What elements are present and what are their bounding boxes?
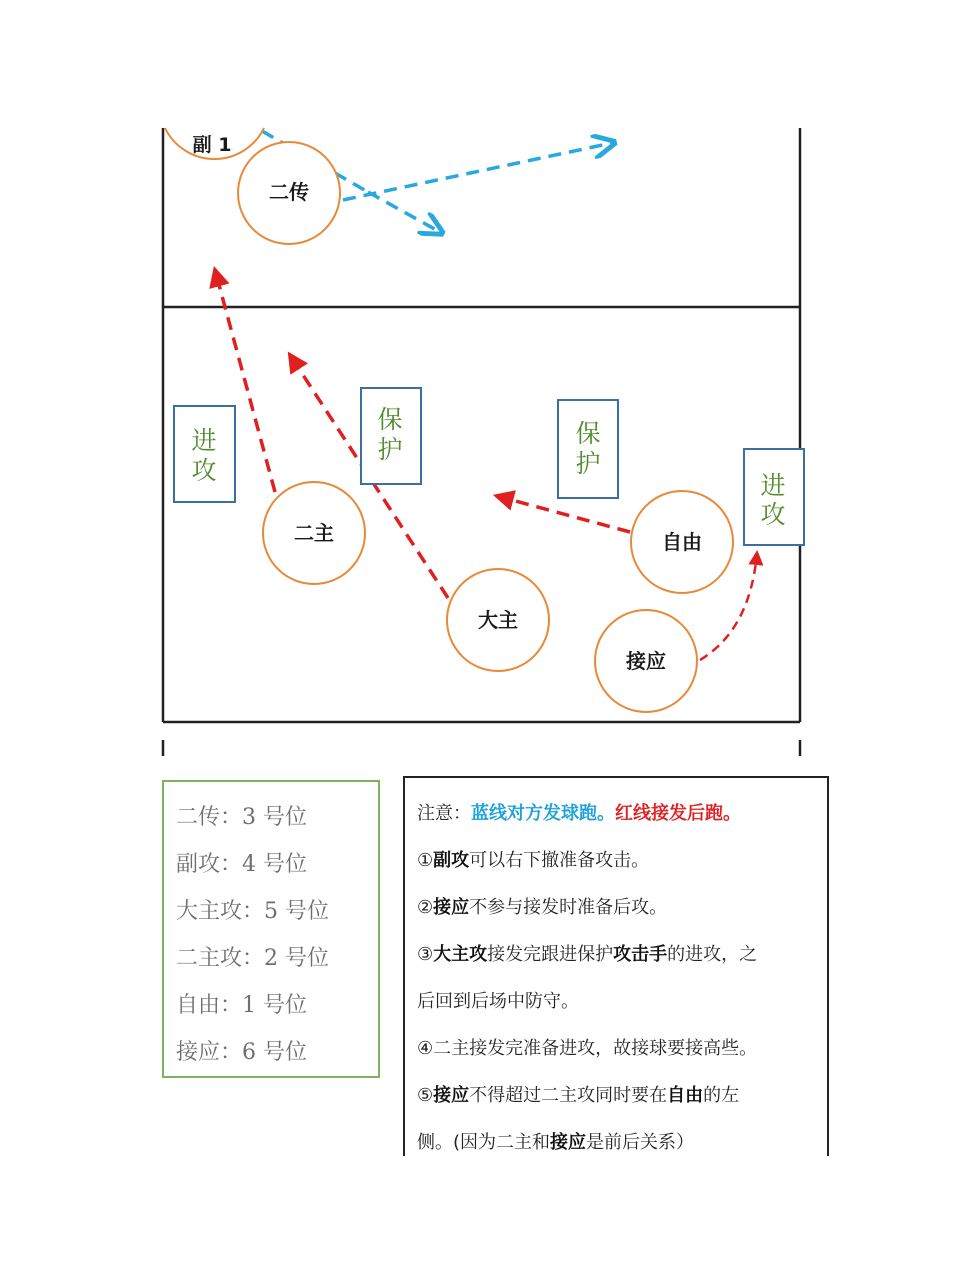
note-3-text-2: 的进攻，之 [667,944,758,965]
note-5-text-4: 是前后关系） [586,1132,695,1153]
note-5 [417,1072,827,1119]
note-1 [417,837,827,884]
tag-attack-left-line2: 攻 [191,456,217,485]
note-red-line: 红线接发后跑。 [615,803,741,824]
note-3 [417,931,827,978]
player-dazhu-label: 大主 [478,608,518,632]
note-intro [417,790,827,837]
note-5-cont [417,1119,827,1166]
note-5-text-3: 侧。(因为二主和 [417,1132,551,1153]
note-4-text: ④二主接发完准备进攻，故接球要接高些。 [417,1038,758,1059]
note-2 [417,884,827,931]
player-erchuan-label: 二传 [269,180,309,204]
note-5-text: 不得超过二主攻同时要在 [469,1085,668,1106]
tag-attack-right-line1: 进 [760,471,786,500]
player-ziyou-label: 自由 [662,530,702,554]
note-3-text: 接发完跟进保护 [487,944,614,965]
note-1-text: 可以右下撤准备攻击。 [469,850,650,871]
note-4 [417,1025,827,1072]
note-3-cont [417,978,827,1025]
note-2-text: 不参与接发时准备后攻。 [469,897,668,918]
note-5-text-2: 的左 [703,1085,740,1106]
note-1-bold: 副攻 [433,850,470,871]
notes-panel [403,776,829,1156]
player-fu1-label: 副 1 [192,134,232,156]
note-5-bold: 接应 [433,1085,470,1106]
tag-attack-right-line2: 攻 [760,500,786,529]
note-5-bold-2: 自由 [667,1085,704,1106]
note-5-bold-3: 接应 [550,1132,587,1153]
position-legend [162,780,380,1078]
note-blue-line: 蓝线对方发球跑。 [471,803,615,824]
note-1-num: ① [417,850,434,871]
position-row: 自由：1 号位 [176,993,307,1018]
note-intro-label: 注意： [417,803,471,824]
note-5-num: ⑤ [417,1085,434,1106]
note-3-bold: 大主攻 [433,944,488,965]
note-3-text-3: 后回到后场中防守。 [417,991,579,1012]
position-row: 大主攻：5 号位 [176,899,329,924]
player-jieying-label: 接应 [626,649,666,673]
position-row: 二传：3 号位 [176,805,307,830]
note-3-bold-2: 攻击手 [613,944,668,965]
position-row: 二主攻：2 号位 [176,946,329,971]
tag-attack-left-line1: 进 [191,426,217,455]
tag-protect-right-line1: 保 [575,419,601,448]
note-3-num: ③ [417,944,434,965]
tag-protect-mid-line2: 护 [377,435,403,464]
tag-protect-right-line2: 护 [575,449,601,478]
note-2-num: ② [417,897,434,918]
position-row: 副攻：4 号位 [176,852,307,877]
tag-protect-mid-line1: 保 [377,405,403,434]
player-erzhu-label: 二主 [294,521,334,545]
note-2-bold: 接应 [433,897,470,918]
position-row: 接应：6 号位 [176,1040,307,1065]
